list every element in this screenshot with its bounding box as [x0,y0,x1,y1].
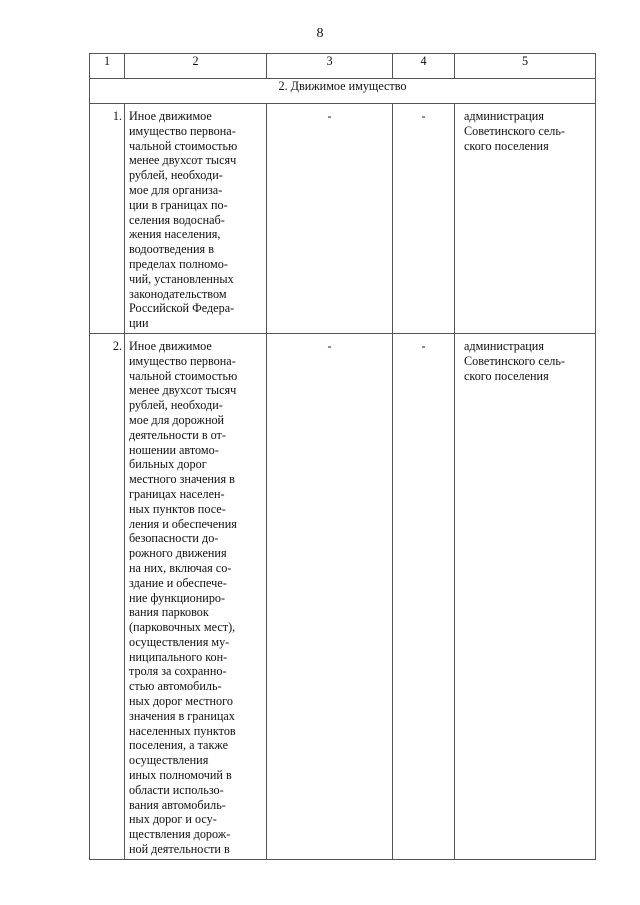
header-row [90,54,596,79]
text-line: ции в границах по- [129,197,228,212]
text-line: ных дорог и осу- [129,812,217,827]
text-line: ществления дорож- [129,827,231,842]
header-cell-3: 3 [267,54,393,79]
text-line: менее двухсот тысяч [129,383,237,398]
text-line: троля за сохранно- [129,664,227,679]
text-line: ных дорог местного [129,694,233,709]
text-line: Советинского сель- [464,353,565,368]
property-name [129,339,263,857]
text-line: населенных пунктов [129,723,236,738]
text-line: ние функциониро- [129,590,226,605]
text-line: вания автомобиль- [129,797,226,812]
text-line: деятельности в от- [129,427,226,442]
owner-cell [455,333,596,859]
property-name-cell [125,104,267,334]
text-line: жения населения, [129,227,221,242]
text-line: ского поселения [464,138,549,153]
text-line: менее двухсот тысяч [129,153,237,168]
row-number: 1. [90,104,125,334]
property-name [129,109,263,331]
text-line: водоотведения в [129,242,214,257]
owner-name [464,339,591,383]
text-line: администрация [464,109,544,123]
text-line: рожного движения [129,546,227,561]
text-line: ношении автомо- [129,442,219,457]
col3-value: - [267,104,393,334]
text-line: рублей, необходи- [129,168,223,183]
text-line: безопасности до- [129,531,219,546]
text-line: имущество первона- [129,123,236,138]
text-line: администрация [464,338,544,353]
page-number: 8 [316,26,324,41]
text-line: рублей, необходи- [129,398,223,413]
text-line: ского поселения [464,368,549,383]
text-line: ной деятельности в [129,842,230,857]
text-line: ниципального кон- [129,649,228,664]
table-row [90,333,596,859]
text-line: здание и обеспече- [129,575,227,590]
text-line: чий, установленных [129,271,234,286]
text-line: значения в границах [129,708,235,723]
text-line: мое для дорожной [129,412,225,427]
text-line: пределах полномо- [129,256,228,271]
col4-value: - [393,333,455,859]
text-line: на них, включая со- [129,560,232,575]
text-line: имущество первона- [129,353,236,368]
owner-cell [455,104,596,334]
text-line: чальной стоимостью [129,368,238,383]
text-line: селения водоснаб- [129,212,225,227]
text-line: мое для организа- [129,182,223,197]
property-name-cell [125,333,267,859]
text-line: (парковочных мест), [129,620,236,635]
text-line: ных пунктов посе- [129,501,226,516]
text-line: Советинского сель- [464,123,565,138]
text-line: стью автомобиль- [129,679,222,694]
row-number: 2. [90,333,125,859]
text-line: Иное движимое [129,338,212,353]
text-line: ления и обеспечения [129,516,237,531]
owner-name [464,109,591,153]
text-line: бильных дорог [129,457,207,472]
text-line: границах населен- [129,486,225,501]
text-line: Российской Федера- [129,301,235,316]
col3-value: - [267,333,393,859]
text-line: ции [129,316,149,331]
header-cell-5: 5 [455,54,596,79]
text-line: законодательством [129,286,227,301]
text-line: области использо- [129,782,224,797]
header-cell-2: 2 [125,54,267,79]
text-line: Иное движимое [129,109,212,123]
header-cell-1: 1 [90,54,125,79]
col4-value: - [393,104,455,334]
text-line: иных полномочий в [129,768,232,783]
section-row [90,79,596,104]
text-line: осуществления му- [129,634,230,649]
header-cell-4: 4 [393,54,455,79]
text-line: вания парковок [129,605,209,620]
table-row [90,104,596,334]
text-line: чальной стоимостью [129,138,238,153]
text-line: местного значения в [129,472,235,487]
section-title: 2. Движимое имущество [90,79,596,104]
text-line: осуществления [129,753,209,768]
property-registry-table [89,53,596,860]
text-line: поселения, а также [129,738,229,753]
